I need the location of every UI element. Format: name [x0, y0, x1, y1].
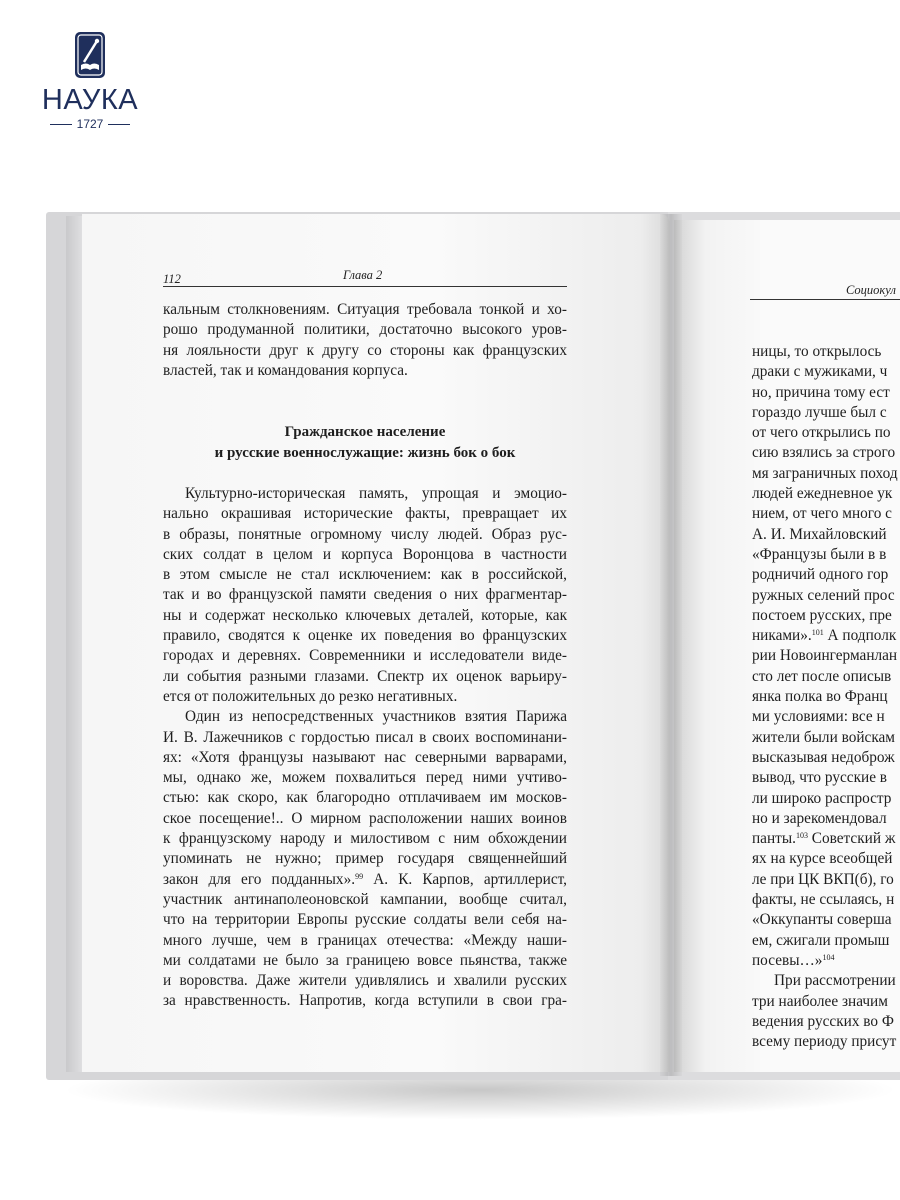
text-line: ских солдат в целом и корпуса Воронцова в частности: [163, 545, 567, 563]
text-line: высказывая недоброж: [752, 748, 895, 766]
text-line: всему периоду присут: [752, 1033, 897, 1051]
text-line: «Оккупанты соверша: [752, 911, 892, 929]
text-line: вывод, что русские в: [752, 769, 888, 787]
text-line: рошо продуманной политики, достаточно высокого уров-: [163, 321, 567, 339]
text-line: много лучше, чем в границах отечества: «Между наши-: [163, 931, 567, 949]
text-line: нально окрашивая исторические факты, превращает их: [163, 505, 567, 523]
footnote-ref: 101: [811, 628, 824, 638]
text-line: янка полка во Франц: [752, 688, 888, 706]
text-line: мы, однако же, можем похвалиться перед ними учтиво-: [163, 769, 567, 787]
text-line: участник антинаполеоновской кампании, вообще считал,: [163, 890, 567, 908]
text-line: стью: как скоро, как благородно отплачиваем им москов-: [163, 789, 567, 807]
logo-year: [40, 117, 140, 131]
text-line: ли широко распростр: [752, 789, 892, 807]
text-line: жители были войскам: [752, 728, 895, 746]
text-line: Один из непосредственных участников взятия Парижа: [185, 708, 567, 726]
text-line: в этом смысле не стал исключением: как в российской,: [163, 566, 567, 584]
text-line: факты, не ссылаясь, н: [752, 891, 895, 909]
text-line: ми условиями: все н: [752, 708, 885, 726]
text-line: за нравственность. Напротив, когда вступили в свои гра-: [163, 992, 567, 1010]
nauka-logo: [40, 32, 140, 131]
text-span: посевы…»: [752, 951, 823, 969]
text-line: ях на курсе всеобщей: [752, 850, 893, 868]
text-line: но, причина тому ест: [752, 383, 890, 401]
text-span: Советский ж: [807, 830, 896, 848]
logo-dash-left: [50, 124, 72, 125]
text-line: ем, сжигали промыш: [752, 931, 890, 949]
text-line: но и зарекомендовал: [752, 809, 887, 827]
footnote-ref: 103: [795, 831, 808, 841]
running-head-left: [163, 270, 567, 287]
text-line: упоминать не нужно; пример государя священнейший: [163, 850, 567, 868]
logo-dash-right: [108, 124, 130, 125]
text-line: рии Новоингерманлан: [752, 647, 898, 665]
logo-year-text: 1727: [76, 117, 104, 131]
running-head-right: [750, 284, 900, 300]
text-line: нием, от чего много с: [752, 505, 892, 523]
running-head-right-text: Социокул: [846, 284, 896, 297]
text-line: так и во французской памяти сведения о них фрагментар-: [163, 586, 567, 604]
text-line: ле при ЦК ВКП(б), го: [752, 870, 894, 888]
body-text: [163, 484, 567, 1012]
section-title: [163, 422, 567, 464]
book-gutter: [660, 214, 682, 1076]
text-line: ницы, то открылось: [752, 343, 882, 360]
text-span: А подполк: [823, 627, 897, 645]
text-line: А. И. Михайловский: [752, 525, 887, 543]
text-line: три наиболее значим: [752, 992, 888, 1010]
right-body-text: [752, 342, 900, 1052]
text-line: ружных селений прос: [752, 586, 895, 604]
book-emblem-icon: [75, 32, 105, 78]
text-line: ми солдатами не было за границею вовсе пьянства, также: [163, 951, 567, 969]
text-line: И. В. Лажечников с гордостью писал в своих воспоминани-: [163, 728, 567, 746]
section-title-line: Гражданское население: [284, 424, 446, 440]
text-line: и воровства. Даже жители удивлялись и хвалили русских: [163, 972, 567, 990]
text-line: ях: «Хотя французы называют нас северными варварами,: [163, 748, 567, 766]
text-line: постоем русских, пре: [752, 606, 892, 624]
text-line: драки с мужиками, ч: [752, 363, 888, 381]
text-line: родничий одного гор: [752, 566, 889, 584]
text-line: от чего открылись по: [752, 424, 891, 442]
text-line: ны и содержат несколько ключевых деталей, которые, как: [163, 606, 567, 624]
text-line: ведения русских во Ф: [752, 1012, 894, 1030]
footnote-ref: 104: [822, 952, 835, 962]
text-line: в образы, понятные огромному числу людей. Образ рус-: [163, 525, 567, 543]
text-span: закон для его подданных».: [163, 870, 356, 888]
text-line: Культурно-историческая память, упрощая и эмоцио-: [185, 485, 567, 502]
text-line: ское посещение!.. О мирном расположении наших воинов: [163, 809, 567, 827]
text-line: к французскому народу и милостивом с ним обхождении: [163, 830, 567, 848]
text-span: панты.: [752, 830, 796, 848]
text-line: правило, сводятся к оценке их поведения во французских: [163, 627, 567, 645]
text-line: При рассмотрении: [774, 972, 896, 990]
text-line: сию взялись за строго: [752, 444, 896, 462]
text-line: властей, так и командования корпуса.: [163, 361, 408, 379]
text-line: ли события разными глазами. Спектр их оценок варьиру-: [163, 667, 567, 685]
text-line: людей ежедневное ук: [752, 485, 893, 503]
text-line: [752, 951, 900, 971]
intro-paragraph: [163, 300, 567, 381]
text-span: никами».: [752, 627, 812, 645]
text-line: мя заграничных поход: [752, 464, 898, 482]
text-line: кальным столкновениям. Ситуация требовала тонкой и хо-: [163, 301, 567, 318]
text-line: что на территории Европы русские солдаты вели себя на-: [163, 911, 567, 929]
text-line: [752, 829, 900, 849]
section-title-line: и русские военнослужащие: жизнь бок о бок: [214, 445, 516, 461]
footnote-ref: 99: [355, 871, 364, 881]
text-line: гораздо лучше был с: [752, 403, 887, 421]
text-span: А. К. Карпов, артиллерист,: [363, 870, 567, 888]
page-number: 112: [163, 272, 181, 286]
text-line: ня лояльности друг к другу со стороны как французских: [163, 341, 567, 359]
text-line: [163, 870, 567, 890]
text-line: сто лет после описыв: [752, 667, 892, 685]
text-line: городах и деревнях. Современники и исследователи виде-: [163, 647, 567, 665]
text-line: [752, 626, 900, 646]
chapter-title: Глава 2: [343, 268, 383, 282]
logo-name: НАУКА: [41, 84, 139, 116]
text-line: ется от положительных до резко негативных.: [163, 687, 458, 705]
text-line: «Французы были в в: [752, 545, 887, 563]
